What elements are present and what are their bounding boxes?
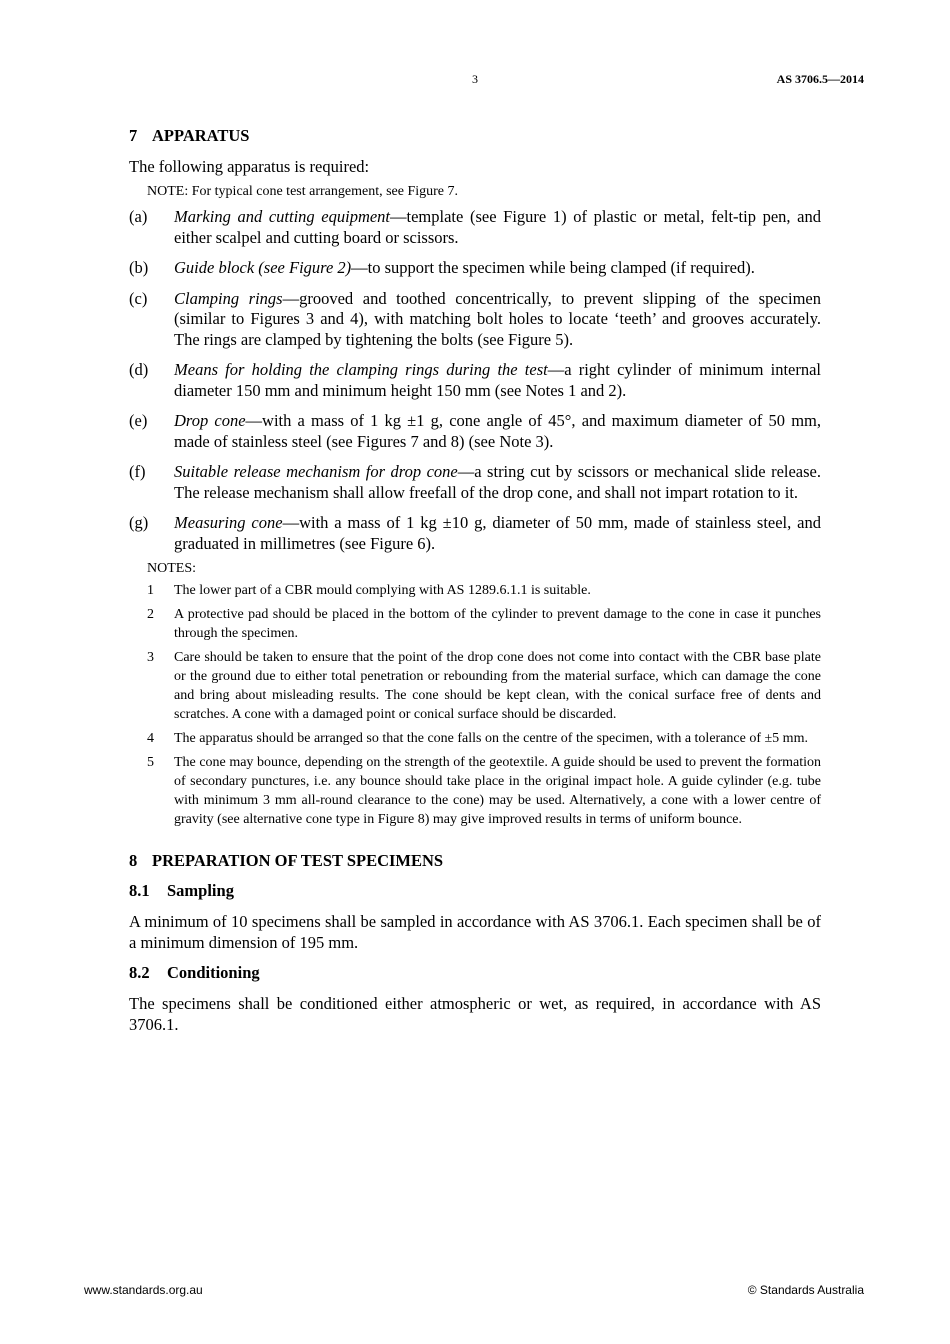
note-number: 5 <box>147 755 154 770</box>
subsection-8-1-heading <box>129 881 821 901</box>
item-text <box>174 289 821 351</box>
list-item <box>129 411 821 452</box>
list-item <box>129 462 821 503</box>
subsection-8-2-heading <box>129 963 821 983</box>
subsection-number: 8.2 <box>129 963 150 982</box>
item-label: (d) <box>129 360 149 379</box>
note-text: The apparatus should be arranged so that the cone falls on the centre of the specimen, with a tolerance of ±5 mm. <box>174 731 808 746</box>
item-lead: Means for holding the clamping rings during the test <box>174 360 548 379</box>
section-number: 8 <box>129 851 138 870</box>
item-body: —a string cut by scissors or mechanical slide release. The release mechanism shall allow freefall of the drop cone, and shall not impart rotation to it. <box>174 462 821 502</box>
note-item <box>129 648 821 724</box>
item-text <box>174 258 821 279</box>
subsection-number: 8.1 <box>129 881 150 900</box>
item-label: (c) <box>129 288 148 308</box>
section-7-heading <box>129 126 821 146</box>
section-7-intro: The following apparatus is required: <box>129 157 370 176</box>
item-body: —to support the specimen while being clamped (if required). <box>351 258 755 277</box>
note-number: 4 <box>147 731 154 746</box>
item-lead: Marking and cutting equipment <box>174 207 391 226</box>
subsection-8-1-text: A minimum of 10 specimens shall be sampled in accordance with AS 3706.1. Each specimen shall be of a minimum dimension of 195 mm. <box>129 912 821 952</box>
item-label: (e) <box>129 411 148 430</box>
note-item <box>129 605 821 643</box>
list-item <box>129 360 821 401</box>
item-lead: Measuring cone <box>174 513 283 532</box>
list-item <box>129 513 821 554</box>
note-text: The lower part of a CBR mould complying with AS 1289.6.1.1 is suitable. <box>174 583 591 598</box>
item-body: —with a mass of 1 kg ±1 g, cone angle of 45°, and maximum diameter of 50 mm, made of stainless steel (see Figures 7 and 8) (see Note 3). <box>174 411 822 451</box>
item-lead: Drop cone <box>174 411 246 430</box>
section-title: PREPARATION OF TEST SPECIMENS <box>152 851 444 870</box>
item-text <box>174 513 821 554</box>
item-label: (b) <box>129 258 149 277</box>
note-number: 2 <box>147 607 154 622</box>
section-title: APPARATUS <box>152 126 250 145</box>
subsection-title: Conditioning <box>167 963 260 982</box>
note-text: The cone may bounce, depending on the strength of the geotextile. A guide should be used to prevent the formation of secondary punctures, i.e. any bounce should take place in the original impact hole. A guide cylinder (e.g. tube with minimum 3 mm all-round clearance to the cone) may be used. Alternatively, a cone with a lower centre of gravity (see alternative cone type in Figure 8) may give improved results in terms of uniform bounce. <box>174 755 821 827</box>
item-label: (g) <box>129 513 149 532</box>
item-text <box>174 360 821 401</box>
subsection-8-2-text: The specimens shall be conditioned either atmospheric or wet, as required, in accordance with AS 3706.1. <box>129 994 821 1034</box>
item-text <box>174 411 821 452</box>
note-item <box>129 581 821 600</box>
note-text: Care should be taken to ensure that the point of the drop cone does not come into contact with the CBR base plate or the ground due to either total penetration or rebounding from the material surface, which can damage the cone and bring about misleading results. The cone should be kept clean, with the conical surface free of dents and scratches. A cone with a damaged point or conical surface should be discarded. <box>174 650 821 722</box>
document-id: AS 3706.5—2014 <box>776 72 864 86</box>
item-text <box>174 207 821 248</box>
note-number: 1 <box>147 583 154 598</box>
apparatus-list <box>129 207 821 554</box>
list-item <box>129 289 821 351</box>
note-item <box>129 729 821 748</box>
subsection-title: Sampling <box>167 881 234 900</box>
notes-heading: NOTES: <box>147 561 196 576</box>
notes-list <box>129 581 821 829</box>
item-body: —with a mass of 1 kg ±10 g, diameter of 50 mm, made of stainless steel, and graduated in millimetres (see Figure 6). <box>174 513 821 553</box>
item-label: (f) <box>129 462 146 481</box>
item-body: —a right cylinder of minimum internal diameter 150 mm and minimum height 150 mm (see Notes 1 and 2). <box>174 360 822 400</box>
item-lead: Clamping rings <box>174 288 283 308</box>
item-lead: Guide block (see Figure 2) <box>174 258 352 277</box>
item-body: —template (see Figure 1) of plastic or metal, felt-tip pen, and either scalpel and cutting board or scissors. <box>174 207 821 247</box>
footer-copyright: © Standards Australia <box>747 1283 864 1297</box>
list-item <box>129 258 821 279</box>
item-lead: Suitable release mechanism for drop cone <box>174 462 458 481</box>
section-number: 7 <box>129 126 138 145</box>
page-number: 3 <box>472 72 478 86</box>
note-text: A protective pad should be placed in the bottom of the cylinder to prevent damage to the cone in case it punches through the specimen. <box>174 607 821 641</box>
item-label: (a) <box>129 207 148 226</box>
page-content <box>129 126 821 1035</box>
section-8-heading <box>129 851 821 871</box>
item-text <box>174 462 821 503</box>
item-body: —grooved and toothed concentrically, to prevent slipping of the specimen (similar to Figures 3 and 4), with matching bolt holes to locate ‘teeth’ and grooves accurately. The rings are clamped by tightening the bolts (see Figure 5). <box>174 288 821 349</box>
note-number: 3 <box>147 650 154 665</box>
section-7-note: NOTE: For typical cone test arrangement, see Figure 7. <box>147 184 459 199</box>
note-item <box>129 753 821 829</box>
footer-website: www.standards.org.au <box>84 1283 203 1297</box>
list-item <box>129 207 821 248</box>
